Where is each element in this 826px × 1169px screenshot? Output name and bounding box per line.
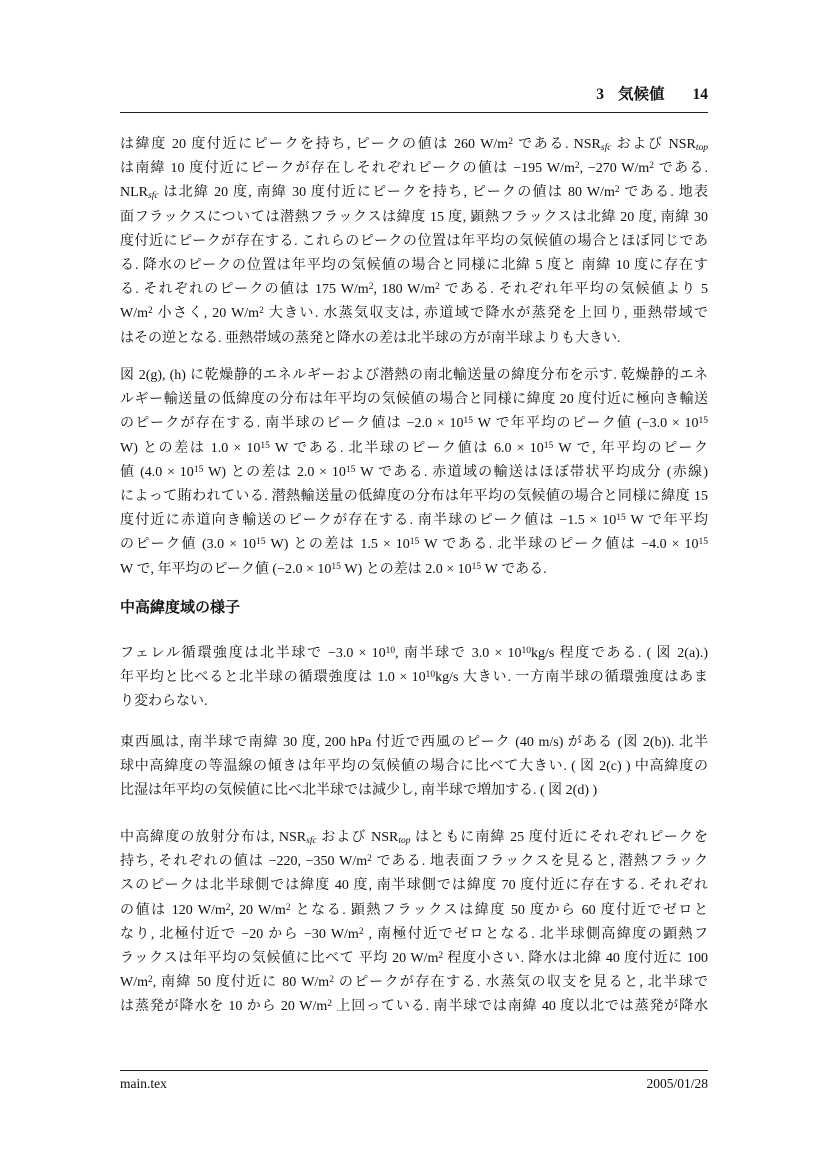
footer-rule <box>120 1070 708 1071</box>
text-line: のピーク値 ($3.0 \times 10^{15}$ W) との差は $1.5 \times 10^{15}$ W である. 北半球のピーク値は $-4.0 \times 10^{15}$ <box>120 537 708 553</box>
text-line: 比湿は年平均の気候値に比べ北半球では減少し, 南半球で増加する. ( 図 2(d) ) <box>120 783 598 799</box>
text-line: 東西風は, 南半球で南緯 30 度, 200 hPa 付近で西風のピーク (40 m/s) がある (図 2(b)). 北半 <box>120 735 708 750</box>
text-line: $W/m^2$ 小さく, 20 $W/m^2$ 大きい. 水蒸気収支は, 赤道域で降水が蒸発を上回り, 亜熱帯域で <box>120 306 708 322</box>
text-line: $NLR_{sfc}$ は北緯 20 度, 南緯 30 度付近にピークを持ち, ピークの値は 80 $W/m^2$ である. 地表 <box>120 185 708 202</box>
paragraph-zonal-wind <box>120 731 708 804</box>
text-line: り変わらない. <box>120 694 208 710</box>
text-line: ラックスは年平均の気候値に比べて 平均 20 $W/m^2$ 程度小さい. 降水は北緯 40 度付近に 100 <box>120 950 708 966</box>
text-line: はその逆となる. 亜熱帯域の蒸発と降水の差は北半球の方が南半球よりも大きい. <box>120 330 621 346</box>
text-line: なり, 北極付近で −20 から −30 $W/m^2$ , 南極付近でゼロとなる. 北半球側高緯度の顕熱フ <box>120 926 708 942</box>
text-line: 図 2(g), (h) に乾燥静的エネルギーおよび潜熱の南北輸送量の緯度分布を示す. 乾燥静的エネ <box>120 368 708 383</box>
running-header-section-number: 3 <box>596 86 604 103</box>
text-line: 年平均と比べると北半球の循環強度は $1.0 \times 10^{10}kg/s$ 大きい. 一方南半球の循環強度はあま <box>120 670 708 686</box>
text-line: 球中高緯度の等温線の傾きは年平均の気候値の場合に比べて大きい. ( 図 2(c) ) 中高緯度の <box>120 759 708 775</box>
paragraph-radiation-peaks <box>120 133 708 351</box>
text-line: 中高緯度の放射分布は, $NSR_{sfc}$ および $NSR_{top}$ はともに南緯 25 度付近にそれぞれピークを <box>120 830 708 846</box>
text-line: $W/m^2$, 南緯 50 度付近に 80 $W/m^2$ のピークが存在する. 水蒸気の収支を見ると, 北半球で <box>120 975 708 991</box>
page-footer <box>120 1074 708 1094</box>
text-line: フェレル循環強度は北半球で $-3.0 \times 10^{10}$, 南半球で $3.0 \times 10^{10}kg/s$ 程度である. ( 図 2(a).) <box>120 646 708 661</box>
running-header-section-title: 気候値 <box>617 86 665 103</box>
footer-date: 2005/01/28 <box>646 1076 708 1091</box>
text-line: る. 降水のピークの位置は年平均の気候値の場合と同様に北緯 5 度と 南緯 10 度に存在す <box>120 257 708 273</box>
text-line: ルギー輸送量の低緯度の分布は年平均の気候値の場合と同様に緯度 20 度付近に極向き輸送 <box>120 392 708 408</box>
text-line: は南緯 10 度付近にピークが存在しそれぞれピークの値は −195 $W/m^2$, −270 $W/m^2$ である. <box>120 161 708 177</box>
text-line: る. それぞれのピークの値は 175 $W/m^2$, 180 $W/m^2$ である. それぞれ年平均の気候値より 5 <box>120 282 708 298</box>
text-line: W で, 年平均のピーク値 ($-2.0 \times 10^{15}$ W) との差は $2.0 \times 10^{15}$ W である. <box>120 561 547 577</box>
text-line: 度付近にピークが存在する. これらのピークの位置は年平均の気候値の場合とほぼ同じであ <box>120 233 708 249</box>
text-line: 面フラックスについては潜熱フラックスは緯度 15 度, 顕熱フラックスは北緯 20 度, 南緯 30 <box>120 209 708 225</box>
running-header <box>120 84 708 106</box>
text-line: は緯度 20 度付近にピークを持ち, ピークの値は 260 $W/m^2$ である. $NSR_{sfc}$ および $NSR_{top}$ <box>120 137 708 153</box>
paragraph-energy-transport <box>120 364 708 582</box>
page-number: 14 <box>692 86 708 103</box>
text-line: 度付近に赤道向き輸送のピークが存在する. 南半球のピーク値は $-1.5 \times 10^{15}$ W で年平均 <box>120 513 708 529</box>
text-line: のピークが存在する. 南半球のピーク値は $-2.0 \times 10^{15}$ W で年平均のピーク値 ($-3.0 \times 10^{15}$ <box>120 416 708 432</box>
footer-filename: main.tex <box>120 1076 167 1091</box>
section-heading: 中高緯度域の様子 <box>120 599 241 616</box>
text-line: 持ち, それぞれの値は −220, −350 $W/m^2$ である. 地表面フラックスを見ると, 潜熱フラック <box>120 854 708 870</box>
paragraph-ferrel-circulation <box>120 642 708 715</box>
text-line: によって賄われている. 潜熱輸送量の低緯度の分布は年平均の気候値の場合と同様に緯度 15 <box>120 488 708 504</box>
text-line: 値 ($4.0 \times 10^{15}$ W) との差は $2.0 \times 10^{15}$ W である. 赤道域の輸送はほぼ帯状平均成分 (赤線) <box>120 464 708 480</box>
text-line: W) との差は $1.0 \times 10^{15}$ W である. 北半球のピーク値は $6.0 \times 10^{15}$ W で, 年平均のピーク <box>120 440 708 456</box>
text-line: の値は 120 $W/m^2$, 20 $W/m^2$ となる. 顕熱フラックスは緯度 50 度から 60 度付近でゼロと <box>120 902 708 918</box>
paragraph-midlat-radiation <box>120 826 708 1020</box>
text-line: は蒸発が降水を 10 から 20 $W/m^2$ 上回っている. 南半球では南緯 40 度以北では蒸発が降水 <box>120 999 708 1015</box>
header-rule <box>120 112 708 113</box>
text-line: スのピークは北半球側では緯度 40 度, 南半球側では緯度 70 度付近に存在する. それぞれ <box>120 878 708 894</box>
